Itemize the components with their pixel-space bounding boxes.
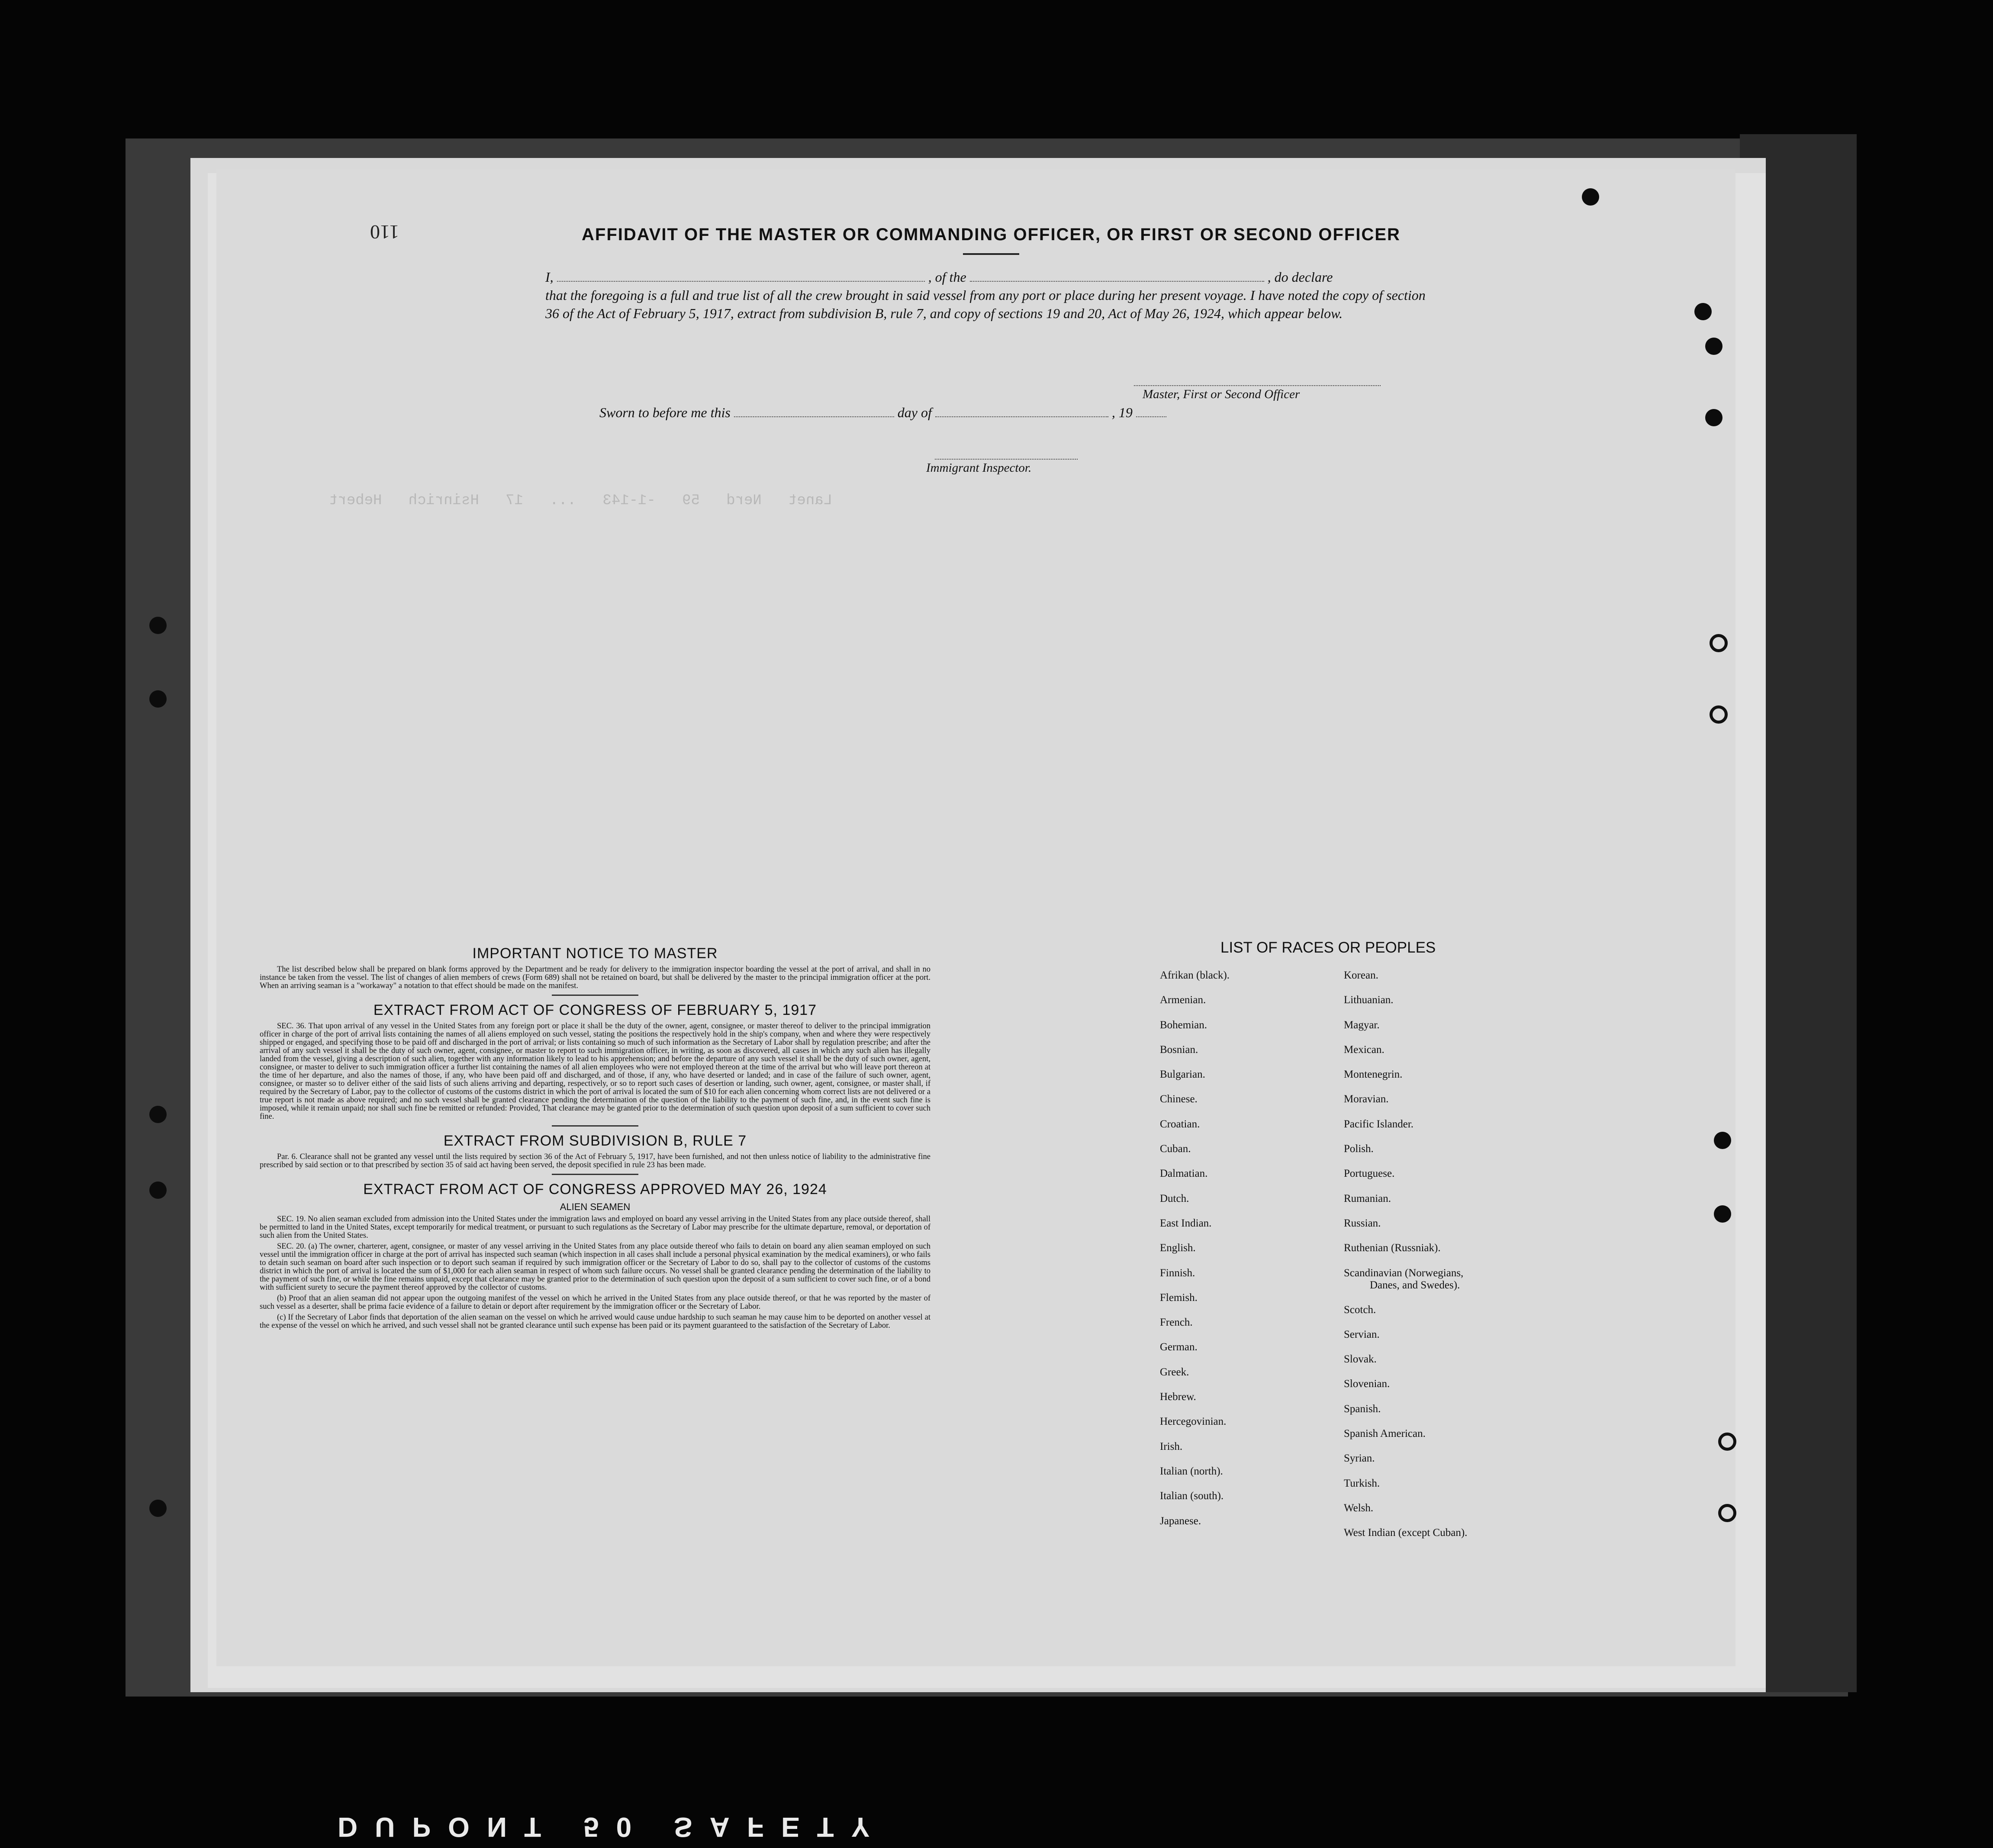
extract-1924-sec20c: (c) If the Secretary of Labor finds that deportation of the alien seaman on the vessel on which he arrived would cause undue hardship to such seaman he may cause him to be deported on another vessel at the expense of the vessel on which he arrived, and such vessel shall not be granted clearance until such expense has been paid or its payment guaranteed to the satisfaction of the Secretary of Labor. (260, 1313, 930, 1330)
do-declare-label: , do declare (1267, 269, 1333, 285)
punch-hole (1714, 1205, 1731, 1223)
page-stamp-number: 110 (370, 221, 399, 243)
of-the-label: , of the (928, 269, 966, 285)
race-item: Danes, and Swedes). (1370, 1279, 1460, 1291)
race-item: Dalmatian. (1160, 1168, 1208, 1180)
extract-1924-title: EXTRACT FROM ACT OF CONGRESS APPROVED MAY 26, 1924 (363, 1181, 827, 1198)
race-item: Spanish. (1344, 1403, 1381, 1415)
race-item: Irish. (1160, 1440, 1183, 1452)
punch-hole (1718, 1504, 1736, 1522)
divider (552, 995, 638, 996)
month-blank[interactable] (935, 405, 1108, 417)
race-item: Italian (south). (1160, 1490, 1224, 1502)
race-item: Hebrew. (1160, 1391, 1196, 1403)
extract-1924-sec20a: SEC. 20. (a) The owner, charterer, agent, consignee, or master of any vessel arriving in the United States from any place outside thereof who fails to detain on board any alien seaman employed on such vessel until the immigration officer in charge at the port of arrival has inspected such seaman (which inspection in all cases shall include a personal physical examination by the medical examiners), or who fails to detain such seaman on board after such inspection or to deport such seaman if required by such immigration officer or the Secretary of Labor to do so, shall pay to the collector of customs of the customs district in which the port of arrival is located the sum of $1,000 for each alien seaman in respect of whom such failure occurs. No vessel shall be granted clearance pending the determination of the liability to the payment of such fine, or while the fine remains unpaid, except that clearance may be granted prior to the determination of such question upon the deposit of a sum sufficient to cover such fine, or of a bond with sufficient surety to secure the payment thereof approved by the collector of customs. (260, 1242, 930, 1292)
race-item: Portuguese. (1344, 1168, 1395, 1180)
race-item: Servian. (1344, 1328, 1380, 1340)
race-item: Bosnian. (1160, 1043, 1198, 1056)
i-label: I, (545, 269, 554, 285)
races-title: LIST OF RACES OR PEOPLES (1220, 939, 1436, 956)
name-blank[interactable] (557, 270, 925, 282)
punch-hole (149, 690, 167, 708)
day-of-label: day of (897, 405, 932, 420)
punch-hole (1718, 1433, 1736, 1451)
race-item: Finnish. (1160, 1267, 1195, 1279)
races-left-column (1160, 969, 1230, 1540)
extract-rule7-title: EXTRACT FROM SUBDIVISION B, RULE 7 (443, 1133, 747, 1149)
race-item: Ruthenian (Russniak). (1344, 1242, 1441, 1254)
race-item: Lithuanian. (1344, 994, 1394, 1006)
race-item: Russian. (1344, 1217, 1381, 1229)
race-item: Korean. (1344, 969, 1378, 981)
extract-1917-title: EXTRACT FROM ACT OF CONGRESS OF FEBRUARY 5, 1917 (373, 1002, 817, 1018)
race-item: Italian (north). (1160, 1465, 1223, 1477)
year-blank[interactable] (1136, 405, 1166, 417)
race-item: Spanish American. (1344, 1428, 1426, 1440)
race-item: Rumanian. (1344, 1192, 1391, 1204)
punch-hole (1705, 409, 1723, 426)
extract-1924-sec19: SEC. 19. No alien seaman excluded from admission into the United States under the immigration laws and employed on board any vessel arriving in the United States from any place outside thereof, shall be permitted to land in the United States, except temporarily for medical treatment, or pursuant to such regulations as the Secretary of Labor may prescribe for the ultimate departure, removal, or deportation of such alien from the United States. (260, 1215, 930, 1240)
race-item: Flemish. (1160, 1291, 1198, 1304)
signature-label: Master, First or Second Officer (1143, 387, 1300, 401)
race-item: Slovenian. (1344, 1378, 1390, 1390)
extract-1917-text: SEC. 36. That upon arrival of any vessel in the United States from any foreign port or place it shall be the duty of the owner, agent, consignee, or master thereof to deliver to the principal immigration officer in charge of the port of arrival lists containing the names of all aliens employed on such vessel, stating the positions the respectively hold in the ship's company, when and where they were respectively shipped or engaged, and specifying those to be paid off and discharged in the port of arrival; or lists containing so much of such information as the Secretary of Labor shall by regulation prescribe; and after the arrival of any such vessel it shall be the duty of such owner, agent, consignee, or master to report to such immigration officer, in writing, as soon as discovered, all cases in which any such alien has illegally landed from the vessel, giving a description of such alien, together with any information likely to lead to his apprehension; and before the departure of any such vessel it shall be the duty of such owner, agent, consignee, or master to deliver to such immigration officer a further list containing the names of all alien employees who were not employed thereon at the time of the arrival but who will leave port thereon at the time of her departure, and also the names of those, if any, who have been paid off and discharged, and of those, if any, who have deserted or landed; and in case of the failure of such owner, agent, consignee, or master so to deliver either of the said lists of such aliens arriving and departing, respectively, or so to report such cases of desertion or landing, such owner, agent, consignee, or master shall, if required by the Secretary of Labor, pay to the collector of customs of the customs district in which the port of arrival is located the sum of $10 for each alien concerning whom correct lists are not delivered or a true report is not made as above required; and no such vessel shall be granted clearance pending the determination of the question of the liability to the payment of such fine, and, in the event such fine is imposed, while it remain unpaid; nor shall such fine be remitted or refunded: Provided, That clearance may be granted prior to the determination of such question upon deposit of a sum sufficient to cover such fine. (260, 1022, 930, 1121)
race-item: West Indian (except Cuban). (1344, 1527, 1468, 1539)
race-item: Dutch. (1160, 1192, 1189, 1204)
races-right-column (1344, 969, 1467, 1552)
signature-line[interactable] (1134, 385, 1381, 386)
affidavit-title: AFFIDAVIT OF THE MASTER OR COMMANDING OFFICER, OR FIRST OR SECOND OFFICER (582, 225, 1401, 244)
divider (552, 1174, 638, 1175)
notice-title: IMPORTANT NOTICE TO MASTER (472, 945, 718, 962)
race-item: Slovak. (1344, 1353, 1377, 1365)
punch-hole (1705, 338, 1723, 355)
race-item: Magyar. (1344, 1019, 1380, 1031)
punch-hole (1694, 303, 1712, 320)
race-item: Mexican. (1344, 1043, 1384, 1056)
inspector-line[interactable] (935, 459, 1078, 460)
sworn-line (599, 405, 1166, 421)
race-item: Moravian. (1344, 1093, 1389, 1105)
declaration-body: that the foregoing is a full and true list of all the crew brought in said vessel from any port or place during her present voyage. I have noted the copy of section 36 of the Act of February 5, 1917, extract from subdivision B, rule 7, and copy of sections 19 and 20, Act of May 26, 1924, which appear below. (545, 287, 1426, 321)
race-item: Bulgarian. (1160, 1069, 1205, 1081)
extract-rule7-text: Par. 6. Clearance shall not be granted any vessel until the lists required by section 36 of the Act of February 5, 1917, have been furnished, and not then unless notice of liability to the administrative fine prescribed by said section or to that prescribed by section 35 of said act having been served, the deposit specified in rule 23 has been made. (260, 1153, 930, 1169)
bleed-through-text: Lanet Nerd 59 -1-143 ... 17 Hsinrich Hebert (329, 493, 832, 509)
affidavit-section (545, 225, 1437, 322)
extract-1924-subtitle: ALIEN SEAMEN (560, 1201, 631, 1212)
race-item: Chinese. (1160, 1093, 1198, 1105)
film-edge-marking: DUPONT 50 SAFETY (338, 1812, 887, 1843)
divider (552, 1125, 638, 1127)
punch-hole (149, 1182, 167, 1199)
punch-hole (1582, 188, 1599, 206)
race-item: Cuban. (1160, 1143, 1191, 1155)
punch-hole (1710, 705, 1728, 724)
race-item: Japanese. (1160, 1515, 1201, 1527)
year-label: , 19 (1111, 405, 1133, 420)
race-item: Croatian. (1160, 1118, 1200, 1130)
notice-text: The list described below shall be prepared on blank forms approved by the Department and be ready for delivery to the immigration inspector boarding the vessel at the port of arrival, and shall in no instance be taken from the vessel. The list of changes of alien members of crews (Form 689) shall not be retained on board, but shall be delivered by the master to the principal immigration officer at the port. When an arriving seaman is a "workaway" a notation to that effect should be made on the manifest. (260, 965, 930, 990)
declaration-line (545, 268, 1437, 286)
punch-hole (1710, 634, 1728, 652)
race-item: Welsh. (1344, 1502, 1374, 1514)
vessel-blank[interactable] (970, 270, 1264, 282)
race-item: Scotch. (1344, 1304, 1376, 1316)
punch-hole (149, 617, 167, 634)
race-item: Bohemian. (1160, 1019, 1207, 1031)
inspector-label: Immigrant Inspector. (926, 461, 1032, 475)
race-item: French. (1160, 1317, 1193, 1329)
race-item: Turkish. (1344, 1477, 1380, 1489)
manifest-page (216, 169, 1735, 1666)
title-divider (963, 253, 1019, 255)
race-item: Pacific Islander. (1344, 1118, 1414, 1130)
race-item: Afrikan (black). (1160, 969, 1230, 981)
race-item: Greek. (1160, 1366, 1189, 1378)
legal-notices (260, 939, 930, 1333)
race-item: Polish. (1344, 1143, 1374, 1155)
punch-hole (1714, 1132, 1731, 1149)
race-item: Montenegrin. (1344, 1069, 1403, 1081)
sworn-label: Sworn to before me this (599, 405, 731, 420)
day-blank[interactable] (734, 405, 894, 417)
race-item: East Indian. (1160, 1217, 1212, 1229)
race-item: Syrian. (1344, 1452, 1375, 1465)
race-item: German. (1160, 1341, 1198, 1353)
race-item: Armenian. (1160, 994, 1206, 1006)
race-item: Scandinavian (Norwegians, (1344, 1267, 1464, 1279)
extract-1924-sec20b: (b) Proof that an alien seaman did not appear upon the outgoing manifest of the vessel on which he arrived in the United States from any place outside thereof, or that he was reported by the master of such vessel as a deserter, shall be prima facie evidence of a failure to detain or deport after requirement by the immigration officer or the Secretary of Labor. (260, 1294, 930, 1311)
race-item: English. (1160, 1242, 1196, 1254)
punch-hole (149, 1500, 167, 1517)
race-item: Hercegovinian. (1160, 1416, 1227, 1428)
punch-hole (149, 1106, 167, 1123)
